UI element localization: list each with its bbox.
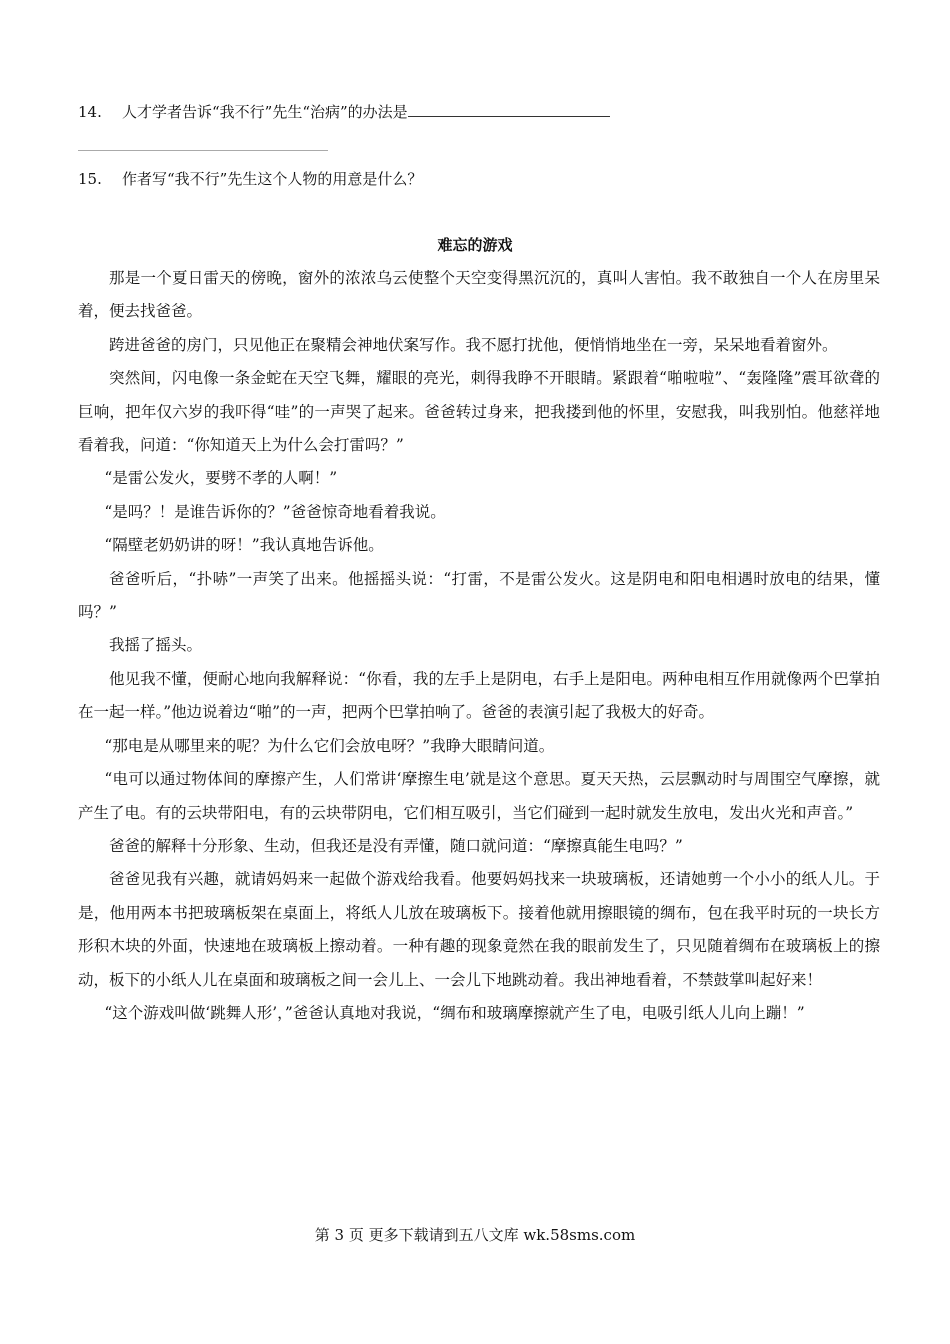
paragraph: 跨进爸爸的房门，只见他正在聚精会神地伏案写作。我不愿打扰他，便悄悄地坐在一旁，呆呆地看着窗外。	[109, 335, 838, 354]
paragraph: “是雷公发火，要劈不孝的人啊！”	[104, 469, 338, 488]
answer-line[interactable]	[78, 150, 328, 151]
question-14	[78, 101, 610, 123]
paragraph: 他见我不懂，便耐心地向我解释说：“你看，我的左手上是阴电，右手上是阳电。两种电相互作用就像两个巴掌拍在一起一样。”他边说着边“啪”的一声，把两个巴掌拍响了。爸爸的表演引起了我极大的好奇。	[78, 669, 880, 722]
question-number: 15.	[78, 170, 102, 188]
paragraph: 突然间，闪电像一条金蛇在天空飞舞，耀眼的亮光，刺得我睁不开眼睛。紧跟着“啪啦啦”、“轰隆隆”震耳欲聋的巨响，把年仅六岁的我吓得“哇”的一声哭了起来。爸爸转过身来，把我搂到他的怀里，安慰我，叫我别怕。他慈祥地看着我，问道：“你知道天上为什么会打雷吗？”	[78, 369, 880, 455]
question-15	[78, 168, 422, 190]
question-text: 人才学者告诉“我不行”先生“治病”的办法是	[122, 103, 408, 121]
paragraph: 爸爸听后，“扑哧”一声笑了出来。他摇摇头说：“打雷，不是雷公发火。这是阴电和阳电相遇时放电的结果，懂吗？”	[78, 569, 880, 622]
story-title: 难忘的游戏	[437, 236, 513, 254]
paragraph: “是吗？！是谁告诉你的？”爸爸惊奇地看着我说。	[104, 502, 446, 521]
paragraph: “电可以通过物体间的摩擦产生，人们常讲‘摩擦生电’就是这个意思。夏天天热，云层飘动时与周围空气摩擦，就产生了电。有的云块带阳电，有的云块带阴电，它们相互吸引，当它们碰到一起时就发生放电，发出火光和声音。”	[78, 770, 880, 822]
answer-blank[interactable]	[408, 101, 610, 117]
page-footer: 第 3 页 更多下载请到五八文库 wk.58sms.com	[314, 1226, 636, 1244]
paragraph: 爸爸的解释十分形象、生动，但我还是没有弄懂，随口就问道：“摩擦真能生电吗？”	[109, 836, 683, 855]
paragraph: 爸爸见我有兴趣，就请妈妈来一起做个游戏给我看。他要妈妈找来一块玻璃板，还请她剪一个小小的纸人儿。于是，他用两本书把玻璃板架在桌面上，将纸人儿放在玻璃板下。接着他就用擦眼镜的绸布，包在我平时玩的一块长方形积木块的外面，快速地在玻璃板上擦动着。一种有趣的现象竟然在我的眼前发生了，只见随着绸布在玻璃板上的擦动，板下的小纸人儿在桌面和玻璃板之间一会儿上、一会儿下地跳动着。我出神地看着，不禁鼓掌叫起好来！	[78, 870, 880, 989]
story-body	[78, 262, 880, 1030]
question-text: 作者写“我不行”先生这个人物的用意是什么？	[122, 170, 423, 188]
paragraph: “这个游戏叫做‘跳舞人形’，”爸爸认真地对我说，“绸布和玻璃摩擦就产生了电，电吸引纸人儿向上蹦！”	[104, 1003, 805, 1022]
paragraph: “那电是从哪里来的呢？为什么它们会放电呀？”我睁大眼睛问道。	[104, 736, 555, 755]
paragraph: “隔壁老奶奶讲的呀！”我认真地告诉他。	[104, 536, 384, 555]
paragraph: 那是一个夏日雷天的傍晚，窗外的浓浓乌云使整个天空变得黑沉沉的，真叫人害怕。我不敢独自一个人在房里呆着，便去找爸爸。	[78, 269, 880, 321]
question-number: 14.	[78, 103, 102, 121]
paragraph: 我摇了摇头。	[109, 636, 203, 655]
